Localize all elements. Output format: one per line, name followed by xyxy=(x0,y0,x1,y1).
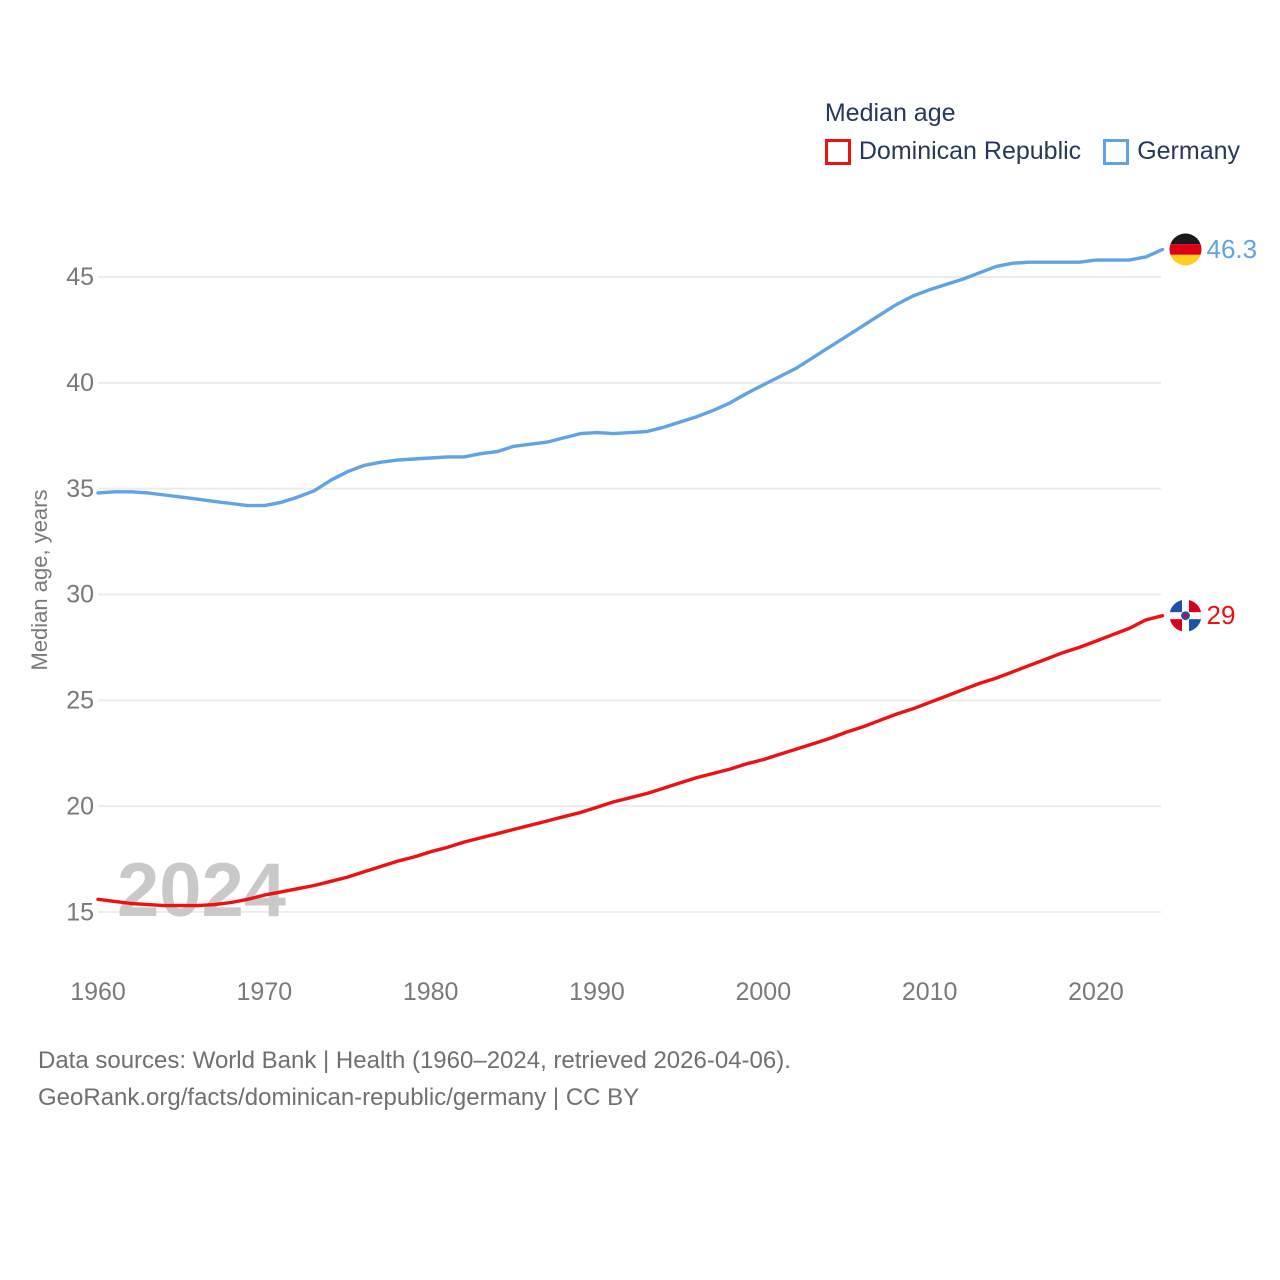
series-lines xyxy=(98,250,1163,906)
y-tick-labels xyxy=(66,263,94,926)
y-axis-title: Median age, years xyxy=(27,489,52,671)
footer-attribution: GeoRank.org/facts/dominican-republic/germany | CC BY xyxy=(38,1084,640,1111)
gridlines xyxy=(98,277,1161,912)
end-value-labels xyxy=(1207,234,1258,630)
x-tick-labels xyxy=(70,978,1124,1006)
x-tick-label: 1990 xyxy=(569,978,625,1006)
dominican-republic-flag-icon xyxy=(1170,600,1202,632)
legend-label-dominican-republic: Dominican Republic xyxy=(858,137,1082,165)
y-tick-label: 15 xyxy=(66,898,94,927)
footer-data-sources: Data sources: World Bank | Health (1960–2024, retrieved 2026-04-06). xyxy=(38,1047,791,1074)
footer xyxy=(38,1042,791,1116)
y-tick-label: 20 xyxy=(66,792,94,821)
x-tick-label: 2000 xyxy=(735,978,792,1006)
legend-title: Median age xyxy=(824,99,956,127)
end-label-germany: 46.3 xyxy=(1206,234,1258,265)
x-tick-label: 2020 xyxy=(1068,978,1124,1006)
legend-item-dominican-republic[interactable] xyxy=(825,137,1081,166)
y-tick-label: 45 xyxy=(66,263,94,292)
x-tick-label: 2010 xyxy=(901,978,958,1006)
y-tick-label: 40 xyxy=(66,369,94,398)
y-tick-label: 35 xyxy=(66,474,94,503)
x-tick-label: 1970 xyxy=(236,978,293,1006)
x-tick-label: 1960 xyxy=(70,978,126,1006)
legend-item-germany[interactable] xyxy=(1103,137,1240,166)
legend-items xyxy=(825,137,1240,166)
legend-label-germany: Germany xyxy=(1137,137,1240,165)
legend-swatch-dominican-republic xyxy=(825,139,851,165)
y-tick-label: 25 xyxy=(66,686,94,715)
legend xyxy=(825,99,1240,166)
legend-swatch-germany xyxy=(1103,139,1129,165)
watermark-year: 2024 xyxy=(117,848,287,933)
line-germany[interactable] xyxy=(98,250,1163,506)
end-label-dominican-republic: 29 xyxy=(1206,600,1236,631)
y-tick-label: 30 xyxy=(66,580,94,609)
x-tick-label: 1980 xyxy=(402,978,459,1006)
germany-flag-icon xyxy=(1170,233,1202,265)
